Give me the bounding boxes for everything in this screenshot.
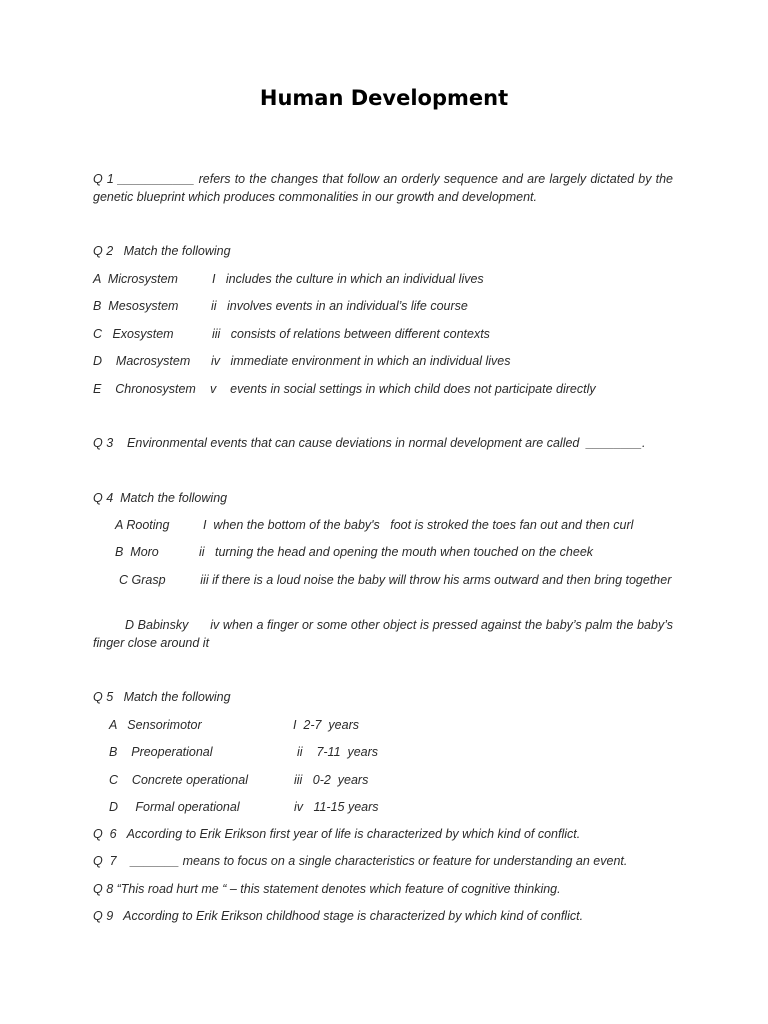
question-7: Q 7 _______ means to focus on a single characteristics or feature for understanding an event. [93, 854, 628, 868]
q5-right-iii: iii 0-2 years [294, 773, 369, 787]
q4-left-c: C Grasp [119, 573, 166, 587]
question-4-header: Q 4 Match the following [93, 491, 228, 505]
q5-right-i: I 2-7 years [293, 718, 359, 732]
page-title: Human Development [259, 86, 509, 110]
question-2-header: Q 2 Match the following [93, 244, 231, 258]
q2-right-iv: iv immediate environment in which an individual lives [211, 354, 511, 368]
q4-left-b: B Moro [115, 545, 159, 559]
q4-right-i: I when the bottom of the baby's foot is stroked the toes fan out and then curl [203, 518, 634, 532]
question-9: Q 9 According to Erik Erikson childhood stage is characterized by which kind of conflict. [93, 909, 584, 923]
question-1: Q 1 ___________ refers to the changes that follow an orderly sequence and are largely dictated by the genetic blueprint which produces commonalities in our growth and development. [93, 172, 673, 204]
q2-left-a: A Microsystem [93, 272, 178, 286]
q2-left-c: C Exosystem [93, 327, 174, 341]
q4-right-iv: iv when a finger or some other object is pressed against the baby’s palm the baby’s finger close around it [93, 618, 673, 650]
q2-left-b: B Mesosystem [93, 299, 179, 313]
q2-right-ii: ii involves events in an individual’s life course [211, 299, 468, 313]
q5-left-c: C Concrete operational [109, 773, 248, 787]
q4-left-a: A Rooting [115, 518, 170, 532]
question-5-header: Q 5 Match the following [93, 690, 231, 704]
q4-item-c [93, 572, 673, 590]
q2-right-iii: iii consists of relations between different contexts [212, 327, 490, 341]
question-6: Q 6 According to Erik Erikson first year of life is characterized by which kind of conflict. [93, 827, 581, 841]
q4-item-d [93, 617, 673, 652]
q5-right-iv: iv 11-15 years [294, 800, 379, 814]
q2-left-e: E Chronosystem [93, 382, 196, 396]
q5-left-b: B Preoperational [109, 745, 213, 759]
q2-right-i: I includes the culture in which an individual lives [212, 272, 484, 286]
q2-right-v: v events in social settings in which child does not participate directly [210, 382, 596, 396]
q4-right-iii: iii if there is a loud noise the baby will throw his arms outward and then bring together [200, 573, 672, 587]
question-8: Q 8 “This road hurt me “ – this statement denotes which feature of cognitive thinking. [93, 882, 561, 896]
q4-left-d: D Babinsky [125, 618, 189, 632]
q5-left-d: D Formal operational [109, 800, 240, 814]
q5-right-ii: ii 7-11 years [297, 745, 379, 759]
question-3: Q 3 Environmental events that can cause deviations in normal development are called ________. [93, 436, 646, 450]
q2-left-d: D Macrosystem [93, 354, 191, 368]
q4-right-ii: ii turning the head and opening the mouth when touched on the cheek [199, 545, 594, 559]
q5-left-a: A Sensorimotor [109, 718, 202, 732]
